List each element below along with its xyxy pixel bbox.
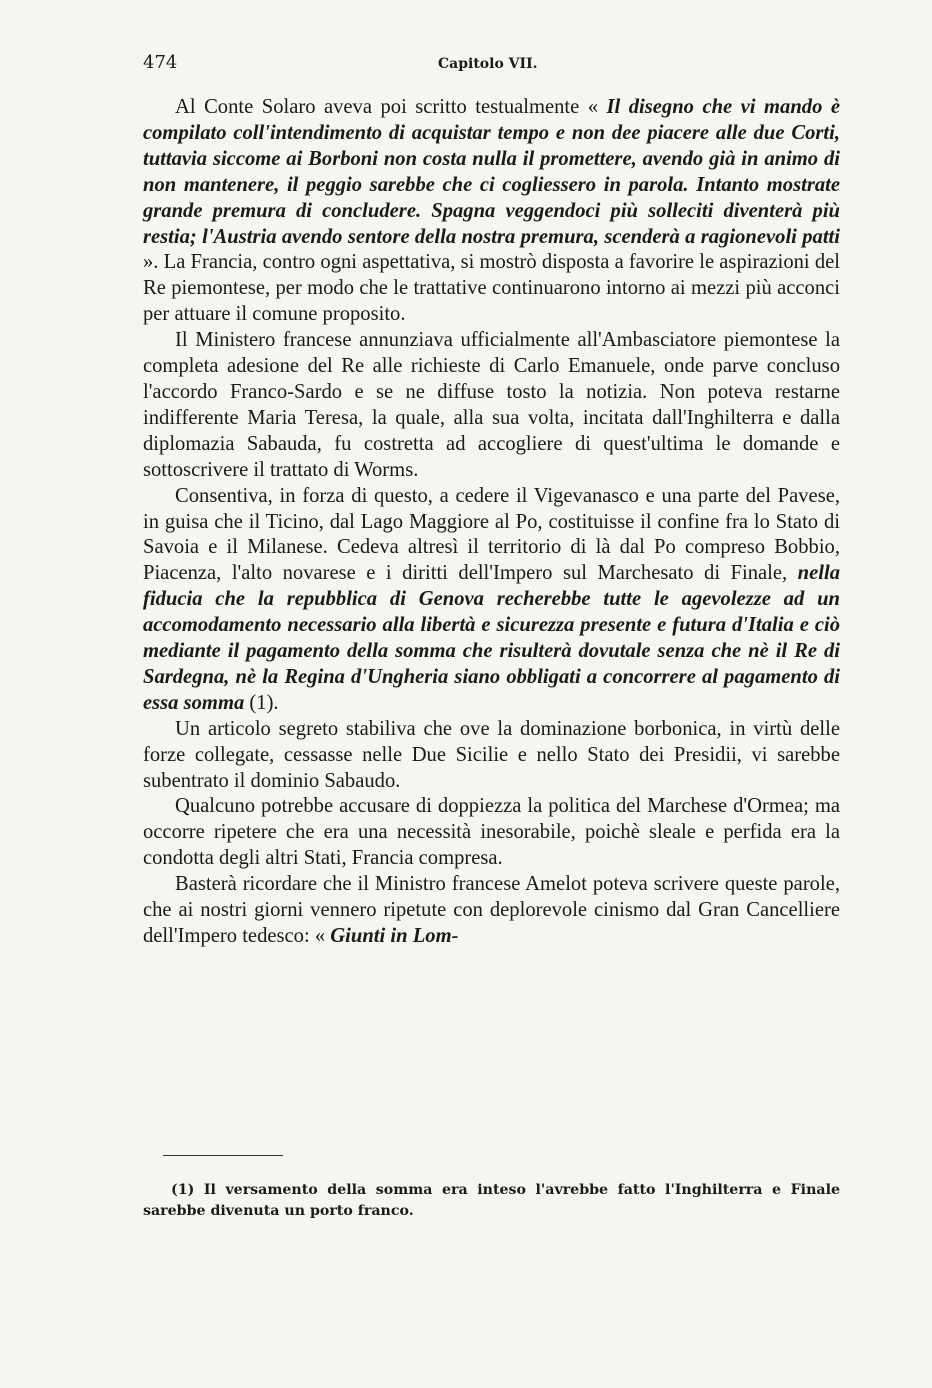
paragraph [143,794,840,872]
text-run: Qualcuno potrebbe accusare di doppiezza la politica del Marchese d'Ormea; ma occorre ripetere che era una necessità inesorabile, poichè sleale e perfida era la condotta degli altri Stati, Francia compresa. [143,795,840,870]
paragraph [143,328,840,483]
paragraph [143,484,840,717]
text-run: Il Ministero francese annunziava ufficialmente all'Ambasciatore piemontese la completa adesione del Re alle richieste di Carlo Emanuele, onde parve concluso l'accordo Franco-Sardo e se ne diffuse tosto la notizia. Non poteva restarne indifferente Maria Teresa, la quale, alla sua volta, incitata dall'Inghilterra e dalla diplomazia Sabauda, fu costretta ad accogliere di quest'ultima le domande e sottoscrivere il trattato di Worms. [143,329,840,481]
running-head: Capitolo VII. [438,56,538,72]
text-run: Consentiva, in forza di questo, a cedere il Vigevanasco e una parte del Pavese, in guisa che il Ticino, dal Lago Maggiore al Po, costituisse il confine fra lo Stato di Savoia e il Milanese. Cedeva altresì il territorio di là dal Po compreso Bobbio, Piacenza, l'alto novarese e i diritti dell'Impero sul Marchesato di Finale, [143,484,840,585]
body-text [143,95,840,950]
footnote-divider [163,1155,283,1156]
text-run: ». La Francia, contro ogni aspettativa, si mostrò disposta a favorire le aspirazioni del Re piemontese, per modo che le trattative continuarono intorno ai mezzi più acconci per attuare il comune proposito. [143,251,840,326]
footnote-text: (1) Il versamento della somma era inteso l'avrebbe fatto l'Inghilterra e Finale sarebbe divenuta un porto franco. [143,1182,840,1219]
italic-text: Giunti in Lom- [330,925,459,947]
text-run: Un articolo segreto stabiliva che ove la dominazione borbonica, in virtù delle forze collegate, cessasse nelle Due Sicilie e nello Stato dei Presidii, vi sarebbe subentrato il dominio Sabaudo. [143,717,840,792]
italic-text: Il disegno che vi mando è compilato coll'intendimento di acquistar tempo e non dee piacere alle due Corti, tuttavia siccome ai Borboni non costa nulla il promettere, avendo già in animo di non mantenere, il peggio sarebbe che ci cogliessero in parola. Intanto mostrate grande premura di concludere. Spagna veggendoci più solleciti diventerà più restia; l'Austria avendo sentore della nostra premura, scenderà a ragionevoli patti [143,96,840,248]
paragraph [143,872,840,950]
paragraph [143,717,840,795]
italic-text: nella fiducia che la repubblica di Genova recherebbe tutte le agevolezze ad un accomodamento necessario alla libertà e sicurezza presente e futura d'Italia e ciò mediante il pagamento della somma che risulterà dovutale senza che nè il Re di Sardegna, nè la Regina d'Ungheria siano obbligati a concorrere al pagamento di essa somma [143,562,840,714]
text-run: Basterà ricordare che il Ministro francese Amelot poteva scrivere queste parole, che ai nostri giorni vennero ripetute con deplorevole cinismo dal Gran Cancelliere dell'Impero tedesco: « [143,873,840,947]
footnote [143,1180,840,1222]
paragraph [143,95,840,328]
page-header [143,52,840,80]
text-run: (1). [244,691,279,714]
page-number: 474 [143,52,178,73]
text-run: Al Conte Solaro aveva poi scritto testualmente « [175,96,607,118]
